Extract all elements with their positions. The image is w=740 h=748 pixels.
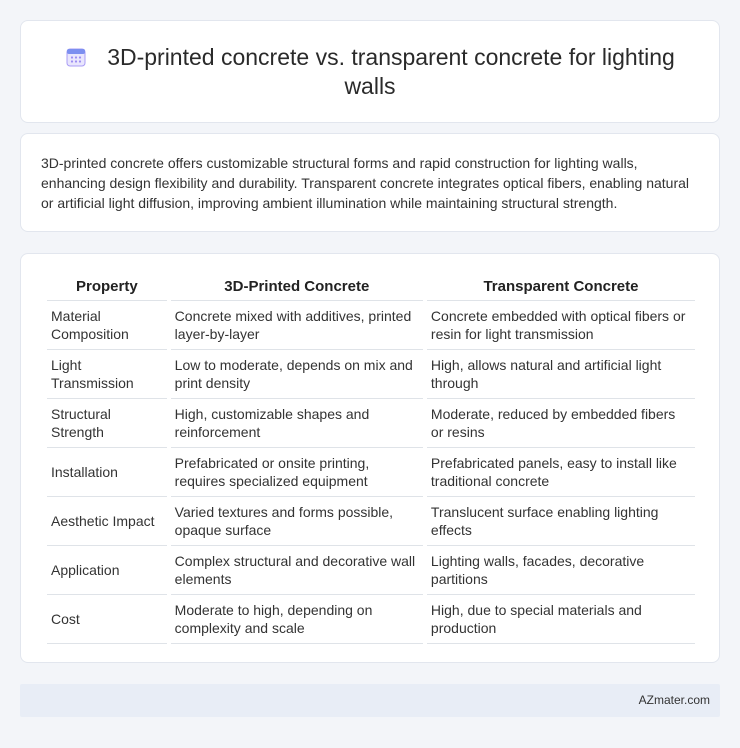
- column-header: 3D-Printed Concrete: [224, 278, 370, 295]
- page-title-wrap: [21, 43, 719, 101]
- table-cell: High, customizable shapes and reinforcement: [171, 398, 423, 447]
- table-cell: Concrete embedded with optical fibers or resin for light transmission: [427, 300, 695, 349]
- column-header: Transparent Concrete: [483, 278, 639, 295]
- column-header: Property: [75, 278, 138, 295]
- table-cell: Cost: [47, 594, 167, 644]
- table-cell: High, due to special materials and production: [427, 594, 695, 644]
- page-title: 3D-printed concrete vs. transparent concrete for lighting walls: [107, 44, 675, 99]
- summary-card: [20, 133, 720, 232]
- summary-text: 3D-printed concrete offers customizable structural forms and rapid construction for lighting walls, enhancing design flexibility and durability. Transparent concrete integrates optical fibers, enabling natural or artificial light diffusion, improving ambient illumination while maintaining structural strength.: [41, 155, 690, 211]
- table-cell: Application: [47, 545, 167, 594]
- table-row: [47, 447, 695, 496]
- table-cell: Moderate, reduced by embedded fibers or resins: [427, 398, 695, 447]
- table-row: [47, 545, 695, 594]
- table-cell: Aesthetic Impact: [47, 496, 167, 545]
- table-header-row: [47, 274, 695, 300]
- table-cell: Moderate to high, depending on complexity and scale: [171, 594, 423, 644]
- table-cell: Low to moderate, depends on mix and print density: [171, 349, 423, 398]
- table-cell: Complex structural and decorative wall elements: [171, 545, 423, 594]
- table-row: [47, 594, 695, 644]
- table-row: [47, 300, 695, 349]
- table-cell: Lighting walls, facades, decorative partitions: [427, 545, 695, 594]
- table-cell: Concrete mixed with additives, printed layer-by-layer: [171, 300, 423, 349]
- table-cell: Installation: [47, 447, 167, 496]
- calendar-icon: [65, 46, 87, 68]
- comparison-table: [43, 274, 699, 644]
- table-cell: Material Composition: [47, 300, 167, 349]
- table-row: [47, 398, 695, 447]
- title-card: [20, 20, 720, 123]
- table-cell: Prefabricated or onsite printing, requires specialized equipment: [171, 447, 423, 496]
- footer-bar: [20, 684, 720, 717]
- table-cell: Structural Strength: [47, 398, 167, 447]
- table-cell: Varied textures and forms possible, opaque surface: [171, 496, 423, 545]
- table-cell: Prefabricated panels, easy to install like traditional concrete: [427, 447, 695, 496]
- table-cell: High, allows natural and artificial light through: [427, 349, 695, 398]
- table-cell: Translucent surface enabling lighting effects: [427, 496, 695, 545]
- table-cell: Light Transmission: [47, 349, 167, 398]
- table-row: [47, 496, 695, 545]
- table-row: [47, 349, 695, 398]
- footer-brand-link[interactable]: AZmater.com: [638, 693, 710, 707]
- comparison-table-card: [20, 253, 720, 663]
